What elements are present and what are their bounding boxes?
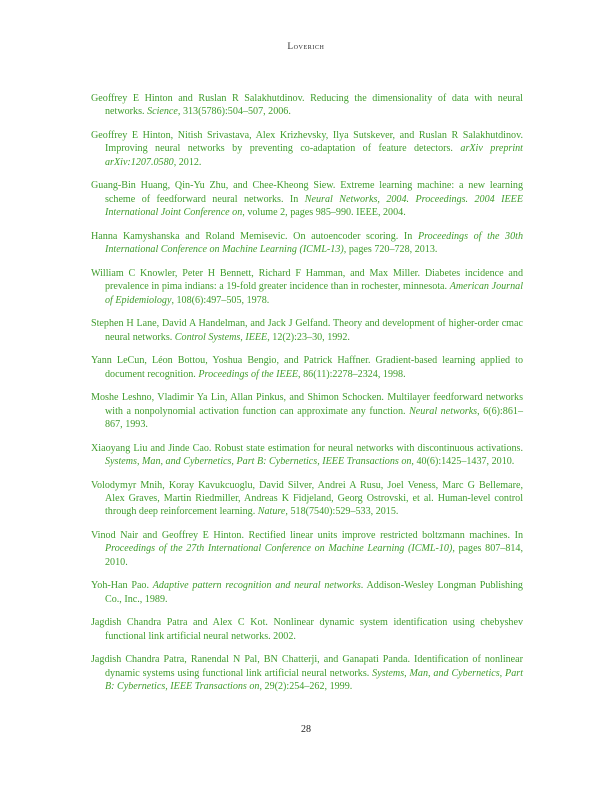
reference-details: , volume 2, pages 985–990. IEEE, 2004. bbox=[242, 207, 406, 219]
reference-details: , 2012. bbox=[173, 156, 202, 168]
reference-details: , 518(7540):529–533, 2015. bbox=[285, 506, 399, 518]
reference-text: Yoh-Han Pao. bbox=[91, 580, 153, 592]
reference-text: Stephen H Lane, David A Handelman, and Jack J Gelfand. Theory and development of higher-order cmac neural networks. bbox=[91, 318, 523, 343]
reference-text: Jagdish Chandra Patra, Ranendal N Pal, BN Chatterji, and Ganapati Panda. Identification of nonlinear dynamic systems using functional link artificial neural networks. bbox=[91, 654, 523, 679]
reference-text: Hanna Kamyshanska and Roland Memisevic. On autoencoder scoring. In bbox=[91, 230, 418, 242]
reference-venue: arXiv preprint arXiv:1207.0580 bbox=[105, 143, 523, 168]
reference-details: , pages 807–814, 2010. bbox=[105, 543, 523, 568]
reference-text: Yann LeCun, Léon Bottou, Yoshua Bengio, and Patrick Haffner. Gradient-based learning applied to document recognition. bbox=[91, 355, 523, 380]
reference-venue: Nature bbox=[257, 506, 286, 518]
reference-text: Guang-Bin Huang, Qin-Yu Zhu, and Chee-Kheong Siew. Extreme learning machine: a new learning scheme of feedforward neural networks. In bbox=[91, 180, 523, 205]
reference-item[interactable] bbox=[91, 179, 523, 219]
reference-venue: Proceedings of the 27th International Conference on Machine Learning (ICML-10) bbox=[105, 543, 453, 555]
reference-venue: Proceedings of the 30th International Conference on Machine Learning (ICML-13) bbox=[105, 230, 523, 256]
reference-details: . Addison-Wesley Longman Publishing Co., Inc., 1989. bbox=[105, 580, 523, 605]
reference-venue: Neural Networks, 2004. Proceedings. 2004 IEEE International Joint Conference on bbox=[105, 193, 523, 219]
reference-details: , 86(11):2278–2324, 1998. bbox=[298, 368, 406, 380]
reference-text: Xiaoyang Liu and Jinde Cao. Robust state estimation for neural networks with discontinuous activations. bbox=[91, 442, 523, 454]
reference-item[interactable] bbox=[91, 653, 523, 693]
reference-text: Moshe Leshno, Vladimir Ya Lin, Allan Pinkus, and Shimon Schocken. Multilayer feedforward networks with a nonpolynomial activation function can approximate any function. bbox=[91, 392, 523, 417]
reference-venue: American Journal of Epidemiology bbox=[105, 281, 523, 306]
reference-venue: Adaptive pattern recognition and neural networks bbox=[152, 580, 361, 592]
reference-details: , pages 720–728, 2013. bbox=[343, 244, 438, 256]
reference-text: Geoffrey E Hinton, Nitish Srivastava, Alex Krizhevsky, Ilya Sutskever, and Ruslan R Salakhutdinov. Improving neural networks by preventing co-adaptation of feature detectors. bbox=[91, 130, 523, 155]
reference-details: , 108(6):497–505, 1978. bbox=[171, 294, 270, 306]
running-head: Loverich bbox=[287, 41, 325, 51]
reference-list bbox=[91, 92, 523, 704]
reference-item[interactable] bbox=[91, 442, 523, 469]
reference-venue: Science bbox=[147, 106, 178, 118]
reference-text: Geoffrey E Hinton and Ruslan R Salakhutdinov. Reducing the dimensionality of data with neural networks. bbox=[91, 93, 523, 118]
reference-text: William C Knowler, Peter H Bennett, Richard F Hamman, and Max Miller. Diabetes incidence and prevalence in pima indians: a 19-fold greater incidence than in rochester, minnesota. bbox=[91, 267, 523, 293]
reference-details: , 12(2):23–30, 1992. bbox=[267, 331, 350, 343]
reference-item[interactable] bbox=[91, 129, 523, 169]
reference-venue: Neural networks bbox=[409, 405, 478, 417]
reference-item[interactable] bbox=[91, 317, 523, 344]
reference-item[interactable] bbox=[91, 391, 523, 431]
reference-item[interactable] bbox=[91, 529, 523, 569]
reference-details: , 40(6):1425–1437, 2010. bbox=[411, 456, 515, 468]
reference-venue: Proceedings of the IEEE bbox=[198, 368, 299, 380]
page-number: 28 bbox=[301, 724, 311, 735]
reference-item[interactable] bbox=[91, 92, 523, 119]
reference-details: , 6(6):861–867, 1993. bbox=[105, 405, 523, 431]
reference-text: Vinod Nair and Geoffrey E Hinton. Rectified linear units improve restricted boltzmann machines. In bbox=[91, 530, 523, 542]
reference-item[interactable] bbox=[91, 579, 523, 606]
reference-item[interactable] bbox=[91, 267, 523, 307]
reference-venue: Systems, Man, and Cybernetics, Part B: Cybernetics, IEEE Transactions on bbox=[105, 456, 412, 468]
reference-details: , 29(2):254–262, 1999. bbox=[259, 681, 353, 693]
reference-text: Jagdish Chandra Patra and Alex C Kot. Nonlinear dynamic system identification using chebyshev functional link artificial neural networks. 2002. bbox=[91, 617, 523, 642]
reference-item[interactable] bbox=[91, 616, 523, 643]
reference-text: Volodymyr Mnih, Koray Kavukcuoglu, David Silver, Andrei A Rusu, Joel Veness, Marc G Bellemare, Alex Graves, Martin Riedmiller, Andreas K Fidjeland, Georg Ostrovski, et al. Human-level control through deep reinforcement learning. bbox=[91, 479, 523, 518]
reference-item[interactable] bbox=[91, 479, 523, 519]
reference-item[interactable] bbox=[91, 354, 523, 381]
reference-venue: Control Systems, IEEE bbox=[174, 331, 268, 343]
reference-details: , 313(5786):504–507, 2006. bbox=[177, 106, 291, 118]
reference-item[interactable] bbox=[91, 230, 523, 257]
reference-venue: Systems, Man, and Cybernetics, Part B: Cybernetics, IEEE Transactions on bbox=[105, 667, 524, 693]
